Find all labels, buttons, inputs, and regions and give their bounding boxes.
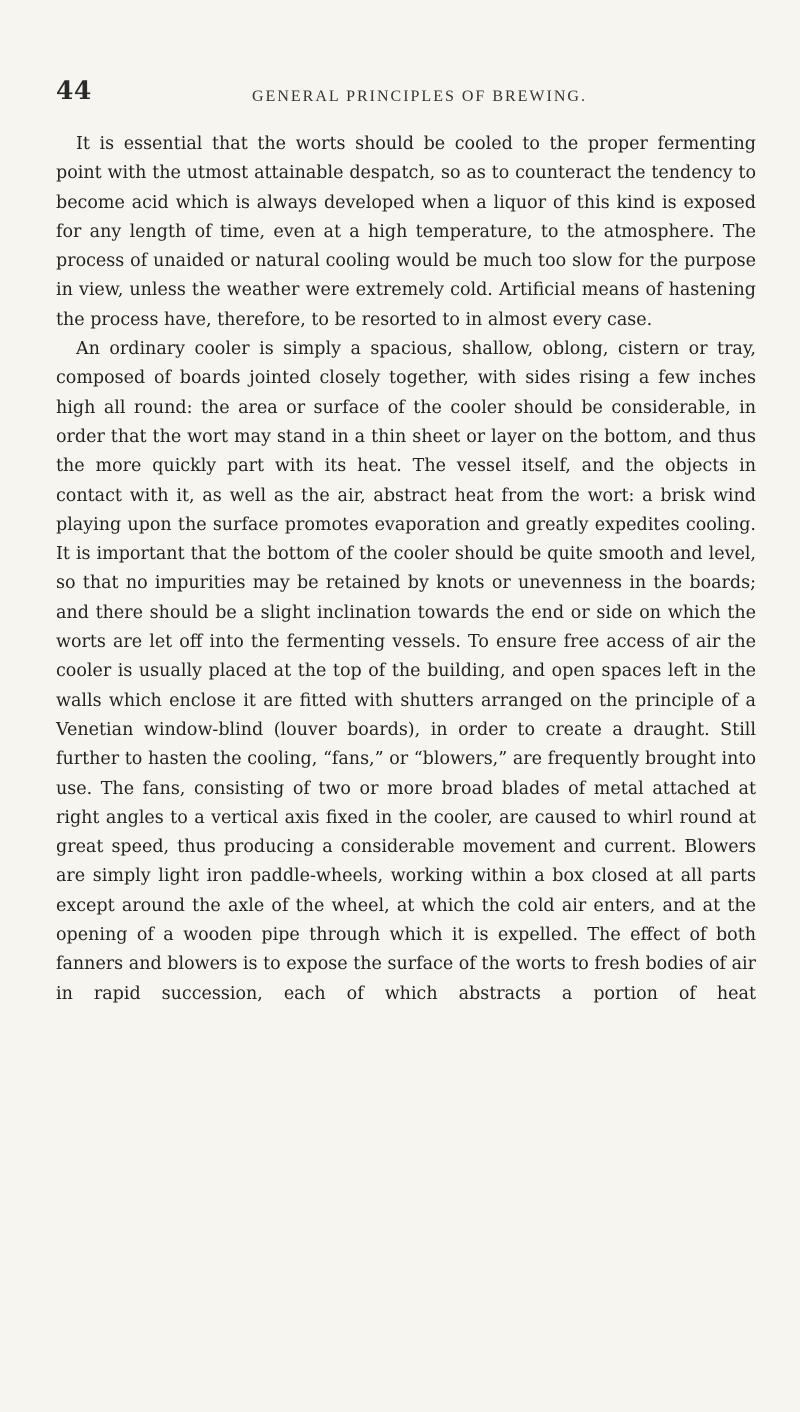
paragraph: It is essential that the worts should be cooled to the proper fermenting point with the utmost attainable despatch, so as to counteract the tendency to become acid which is always developed when a liquor of this kind is exposed for any length of time, even at a high temperature, to the atmosphere. The process of unaided or natural cooling would be much too slow for the purpose in view, unless the weather were extremely cold. Artificial means of hastening the process have, therefore, to be resorted to in almost every case.: [56, 134, 756, 330]
page-number: 44: [56, 76, 92, 105]
body-text: [56, 130, 756, 1009]
paragraph: An ordinary cooler is simply a spacious, shallow, oblong, cistern or tray, composed of boards jointed closely together, with sides rising a few inches high all round: the area or surface of the cooler should be considerable, in order that the wort may stand in a thin sheet or layer on the bottom, and thus the more quickly part with its heat. The vessel itself, and the objects in contact with it, as well as the air, abstract heat from the wort: a brisk wind playing upon the surface promotes evaporation and greatly expedites cooling. It is important that the bottom of the cooler should be quite smooth and level, so that no impurities may be retained by knots or unevenness in the boards; and there should be a slight inclination towards the end or side on which the worts are let off into the fermenting vessels. To ensure free access of air the cooler is usually placed at the top of the building, and open spaces left in the walls which enclose it are fitted with shutters arranged on the principle of a Venetian window-blind (louver boards), in order to create a draught. Still further to hasten the cooling, “fans,” or “blowers,” are frequently brought into use. The fans, consisting of two or more broad blades of metal attached at right angles to a vertical axis fixed in the cooler, are caused to whirl round at great speed, thus producing a considerable movement and current. Blowers are simply light iron paddle-wheels, working within a box closed at all parts except around the axle of the wheel, at which the cold air enters, and at the opening of a wooden pipe through which it is expelled. The effect of both fanners and blowers is to expose the surface of the worts to fresh bodies of air in rapid succession, each of which abstracts a portion of heat: [56, 339, 756, 1004]
running-head: GENERAL PRINCIPLES OF BREWING.: [252, 88, 587, 105]
